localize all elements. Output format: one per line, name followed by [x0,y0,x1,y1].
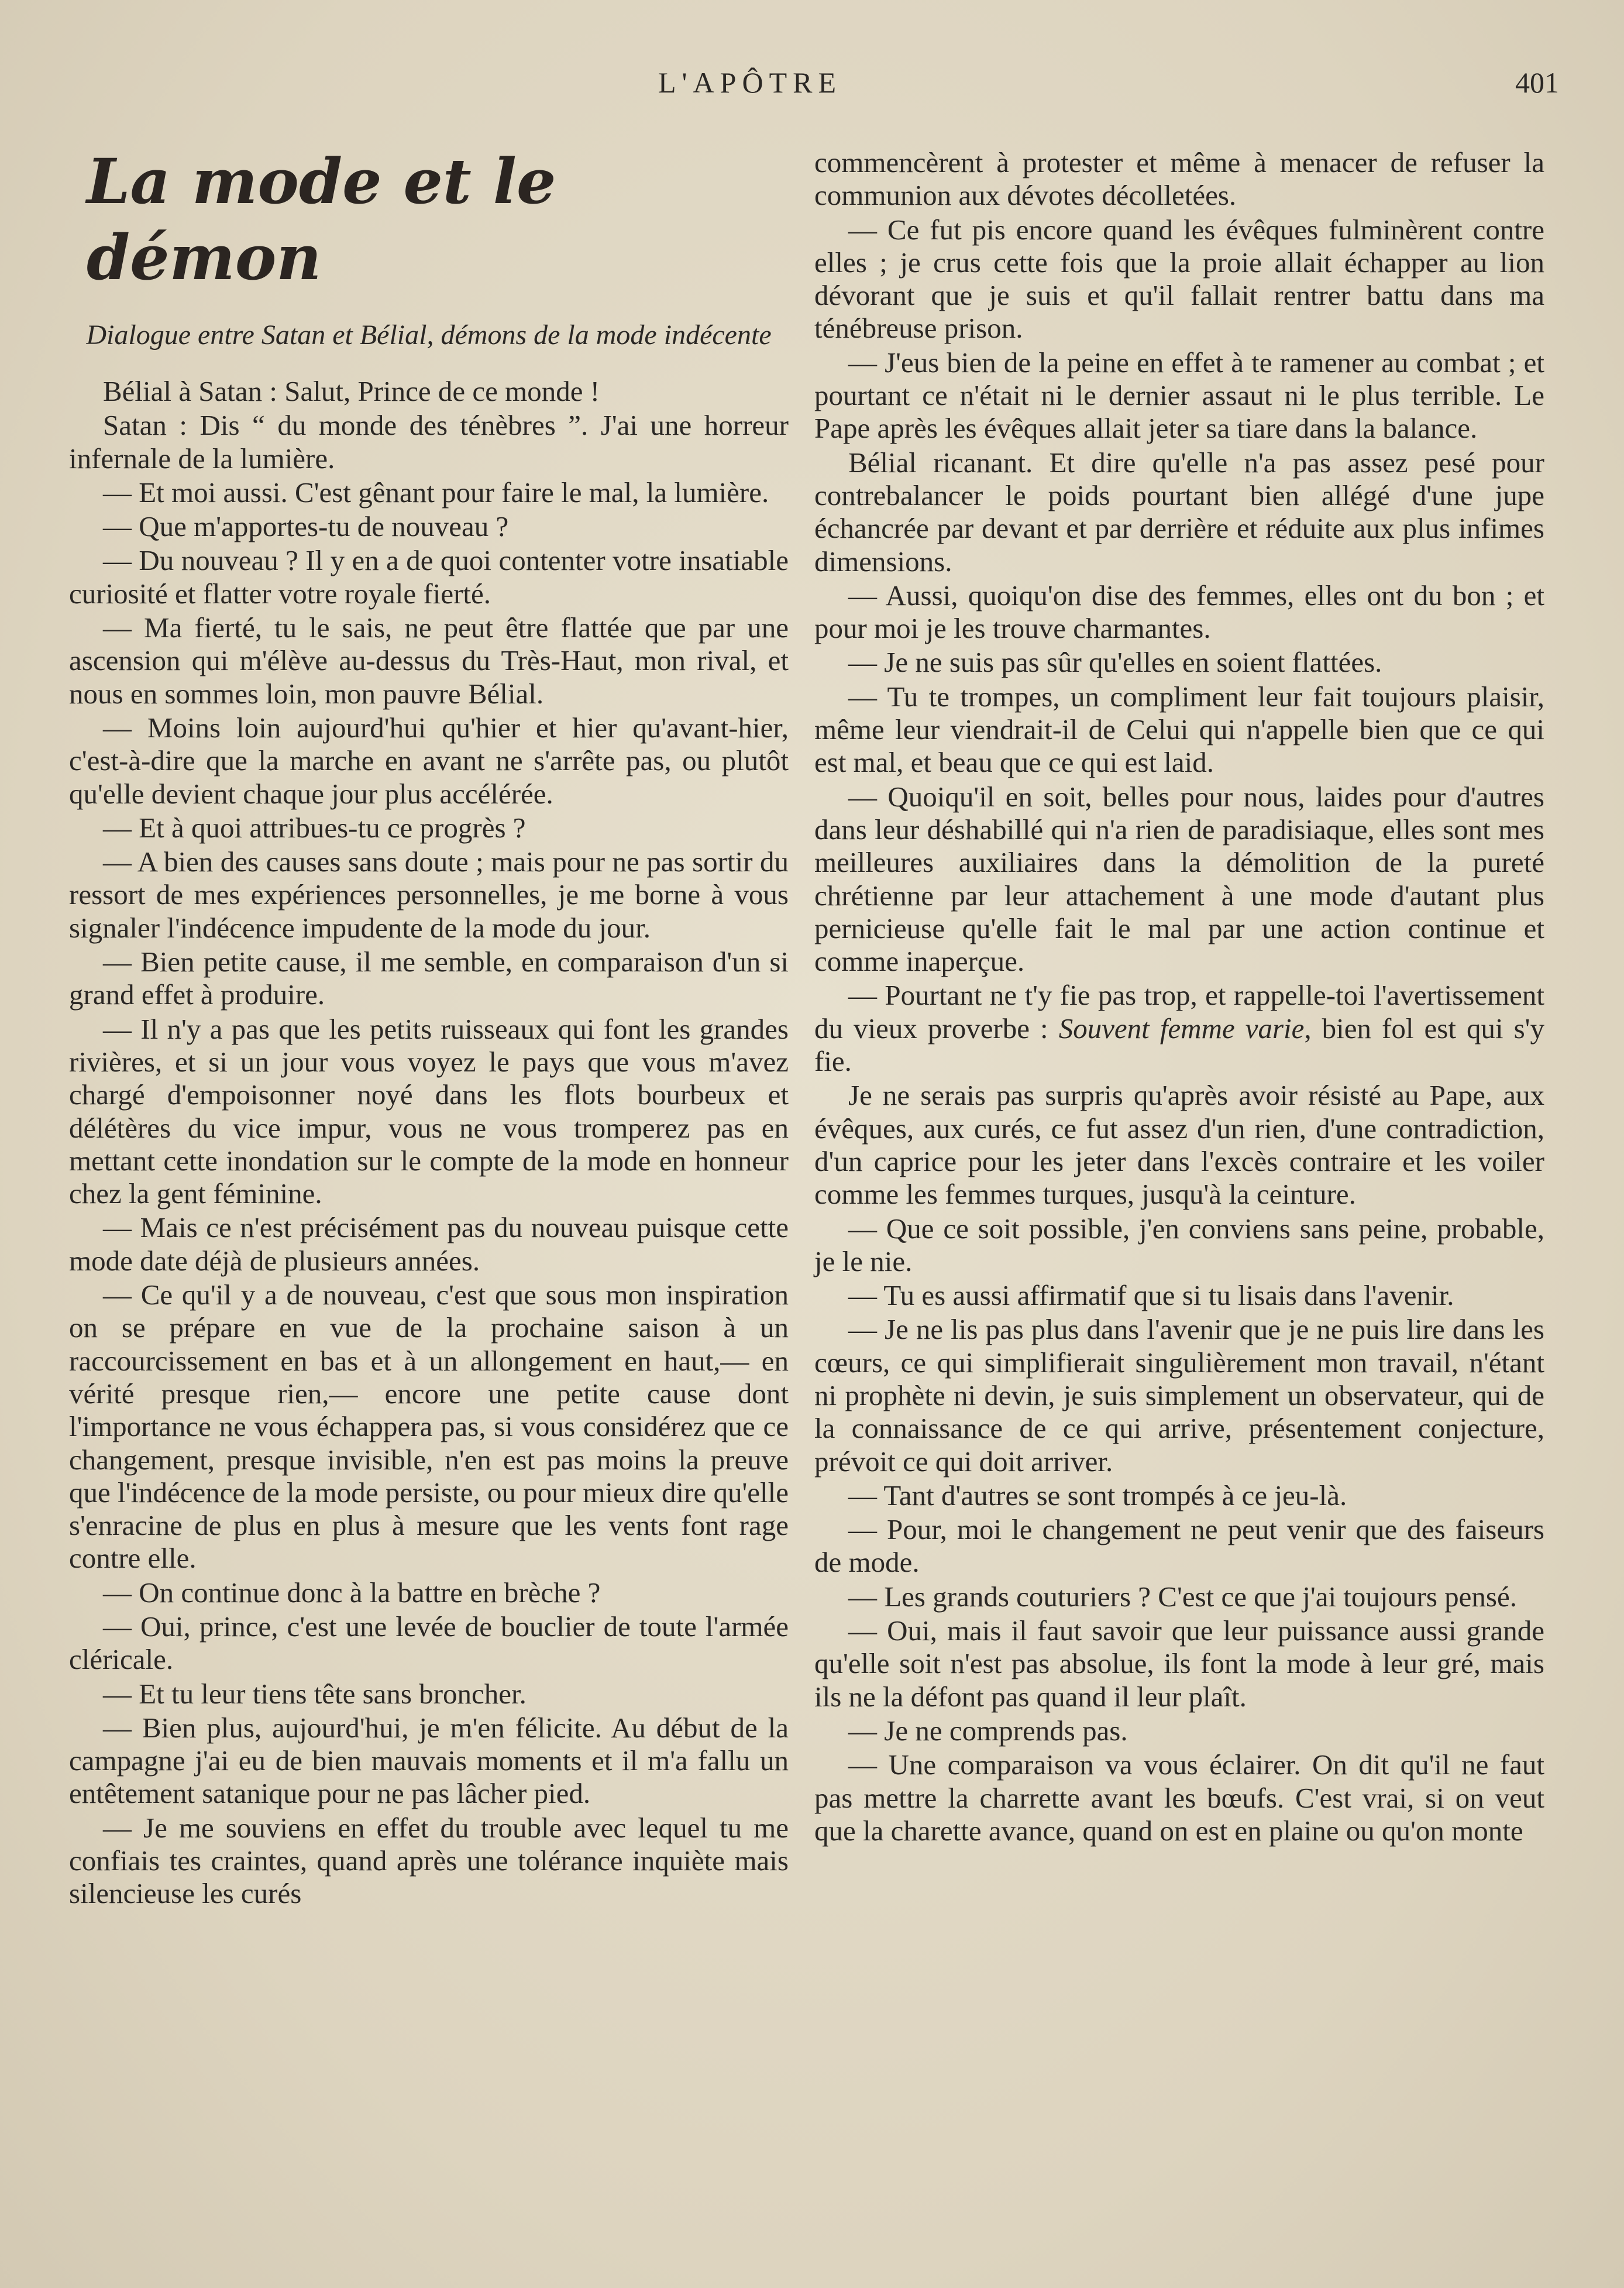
paragraph: — Et moi aussi. C'est gênant pour faire le mal, la lumière. [103,476,769,509]
paragraph: — Je ne suis pas sûr qu'elles en soient flattées. [848,646,1382,679]
paragraph: — Ce fut pis encore quand les évêques fulminèrent contre elles ; je crus cette fois que la proie allait échapper au lion dévorant que je suis et qu'il fallait rentrer battu dans ma ténébreuse prison. [814,213,1544,345]
running-title: L'APÔTRE [658,66,842,99]
paragraph: Bélial à Satan : Salut, Prince de ce monde ! [103,375,600,407]
proverb-tail: , bien fol est qui s'y fie. [814,1012,1544,1078]
paragraph: — Il n'y a pas que les petits ruisseaux qui font les grandes rivières, et si un jour vous voyez le pays que vous m'avez chargé d'empoisonner noyé dans les flots bourbeux et délétères du vice impur, vous ne vous tromperez pas en mettant cette inondation sur le compte de la mode en honneur chez la gent féminine. [69,1012,789,1210]
paragraph: — On continue donc à la battre en brèche ? [103,1576,601,1609]
paragraph: — Oui, mais il faut savoir que leur puissance aussi grande qu'elle soit n'est pas absolue, ils font la mode à leur gré, mais ils ne la défont pas quand il leur plaît. [814,1614,1544,1713]
paragraph: — Bien petite cause, il me semble, en comparaison d'un si grand effet à produire. [69,946,789,1011]
paragraph: — Je ne lis pas plus dans l'avenir que je ne puis lire dans les cœurs, ce qui simplifierait singulièrement mon travail, n'étant ni prophète ni devin, je suis simplement un observateur, qui de la connaissance de ce qui arrive, présentement conjecture, prévoit ce qui doit arriver. [814,1313,1544,1478]
paragraph: commencèrent à protester et même à menacer de refuser la communion aux dévotes décolletées. [814,146,1544,212]
paragraph: — Ce qu'il y a de nouveau, c'est que sous mon inspiration on se prépare en vue de la prochaine saison à un raccourcissement en bas et à un allongement en haut,— en vérité presque rien,— encore une petite cause dont l'importance ne vous échappera pas, si vous considérez que ce changement, presque invisible, n'en est pas moins la preuve que l'indécence de la mode persiste, ou pour mieux dire qu'elle s'enracine de plus en plus à mesure que les vents font rage contre elle. [69,1279,789,1575]
right-column [814,146,1544,1849]
paragraph: — Une comparaison va vous éclairer. On dit qu'il ne faut pas mettre la charrette avant les bœufs. C'est vrai, si on veut que la charette avance, quand on est en plaine ou qu'on monte [814,1748,1544,1847]
paragraph: — Pour, moi le changement ne peut venir que des faiseurs de mode. [814,1513,1544,1579]
paragraph-proverb [814,979,1544,1078]
paragraph: Satan : Dis “ du monde des ténèbres ”. J'ai une horreur infernale de la lumière. [69,409,789,475]
paragraph: — J'eus bien de la peine en effet à te ramener au combat ; et pourtant ce n'était ni le dernier assaut ni le plus terrible. Le Pape après les évêques allait jeter sa tiare dans la balance. [814,346,1544,445]
paragraph: — A bien des causes sans doute ; mais pour ne pas sortir du ressort de mes expériences personnelles, je me borne à vous signaler l'indécence impudente de la mode du jour. [69,846,789,944]
paragraph: — Les grands couturiers ? C'est ce que j'ai toujours pensé. [848,1580,1517,1613]
paragraph: — Du nouveau ? Il y en a de quoi contenter votre insatiable curiosité et flatter votre royale fierté. [69,544,789,610]
paragraph: — Je me souviens en effet du trouble avec lequel tu me confiais tes craintes, quand après une tolérance inquiète mais silencieuse les curés [69,1811,789,1910]
paragraph: — Je ne comprends pas. [848,1714,1128,1747]
article-subtitle: Dialogue entre Satan et Bélial, démons de la mode indécente [86,320,772,351]
paragraph: Je ne serais pas surpris qu'après avoir résisté au Pape, aux évêques, aux curés, ce fut assez d'un rien, d'une contradiction, d'un caprice pour les jeter dans l'excès contraire et les voiler comme les femmes turques, jusqu'à la ceinture. [814,1079,1544,1211]
paragraph: Bélial ricanant. Et dire qu'elle n'a pas assez pesé pour contrebalancer le poids pourtant bien allégé d'une jupe échancrée par devant et par derrière et réduite aux plus infimes dimensions. [814,446,1544,578]
left-column [69,143,789,1912]
paragraph: — Quoiqu'il en soit, belles pour nous, laides pour d'autres dans leur déshabillé qui n'a rien de paradisiaque, elles sont mes meilleures auxiliaires dans la démolition de la pureté chrétienne par leur attachement à une mode d'autant plus pernicieuse qu'elle fait le mal par une action continue et comme inaperçue. [814,780,1544,978]
paragraph: — Oui, prince, c'est une levée de bouclier de toute l'armée cléricale. [69,1610,789,1676]
paragraph: — Tu es aussi affirmatif que si tu lisais dans l'avenir. [848,1279,1454,1312]
paragraph: — Aussi, quoiqu'on dise des femmes, elles ont du bon ; et pour moi je les trouve charmantes. [814,579,1544,645]
paragraph: — Tant d'autres se sont trompés à ce jeu-là. [848,1479,1347,1511]
page-number: 401 [1515,66,1559,99]
paragraph: — Et à quoi attribues-tu ce progrès ? [103,811,526,844]
paragraph: — Mais ce n'est précisément pas du nouveau puisque cette mode date déjà de plusieurs années. [69,1211,789,1277]
proverb-italic: Souvent femme varie [1058,1012,1305,1045]
paragraph: — Tu te trompes, un compliment leur fait toujours plaisir, même leur viendrait-il de Celui qui n'appelle bien que ce qui est mal, et beau que ce qui est laid. [814,680,1544,779]
paragraph: — Moins loin aujourd'hui qu'hier et hier qu'avant-hier, c'est-à-dire que la marche en avant ne s'arrête pas, ou plutôt qu'elle devient chaque jour plus accélérée. [69,711,789,810]
paragraph: — Ma fierté, tu le sais, ne peut être flattée que par une ascension qui m'élève au-dessus du Très-Haut, mon rival, et nous en sommes loin, mon pauvre Bélial. [69,611,789,710]
paragraph: — Que m'apportes-tu de nouveau ? [103,510,509,543]
paragraph: — Que ce soit possible, j'en conviens sans peine, probable, je le nie. [814,1212,1544,1277]
paragraph: — Et tu leur tiens tête sans broncher. [103,1677,527,1710]
article-title: La mode et le démon [87,145,556,294]
paragraph: — Bien plus, aujourd'hui, je m'en félicite. Au début de la campagne j'ai eu de bien mauvais moments et il m'a fallu un entêtement satanique pour ne pas lâcher pied. [69,1711,789,1810]
proverb-lead: — Pourtant ne t'y fie pas trop, et rappelle-toi l'avertissement du vieux proverbe : [814,979,1544,1045]
